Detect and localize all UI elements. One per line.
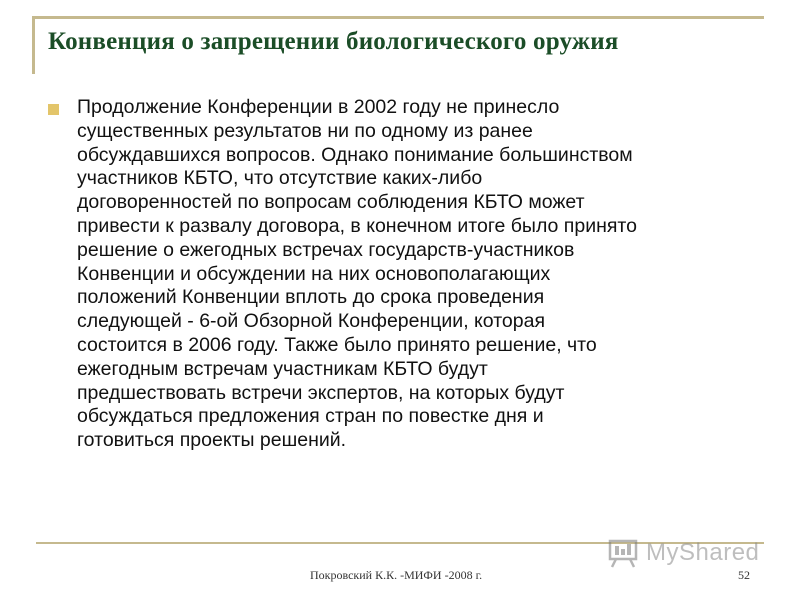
bullet-text bbox=[77, 96, 637, 453]
bullet-item bbox=[48, 96, 760, 453]
footer-author: Покровский К.К. -МИФИ -2008 г. bbox=[310, 568, 483, 582]
bullet-line: следующей - 6-ой Обзорной Конференции, которая bbox=[77, 310, 546, 333]
bullet-line: ежегодным встречам участникам КБТО будут bbox=[77, 357, 488, 380]
bullet-line: решение о ежегодных встречах государств-участников bbox=[77, 238, 575, 261]
page-number: 52 bbox=[738, 568, 750, 582]
bullet-line: обсуждавшихся вопросов. Однако понимание большинством bbox=[77, 143, 633, 166]
bullet-line: привести к развалу договора, в конечном итоге было принято bbox=[77, 214, 637, 237]
bullet-line: обсуждаться предложения стран по повестке дня и bbox=[77, 405, 544, 428]
slide-title: Конвенция о запрещении биологического оружия bbox=[48, 28, 619, 55]
watermark[interactable] bbox=[606, 538, 759, 568]
bullet-line: участников КБТО, что отсутствие каких-либо bbox=[77, 167, 483, 190]
bullet-line: Конвенции и обсуждении на них основополагающих bbox=[77, 262, 551, 285]
bullet-line: существенных результатов ни по одному из ранее bbox=[77, 119, 533, 142]
presentation-board-icon bbox=[606, 538, 642, 568]
title-frame-left-line bbox=[32, 16, 35, 74]
bullet-line: предшествовать встречи экспертов, на которых будут bbox=[77, 381, 565, 404]
bullet-line: Продолжение Конференции в 2002 году не принесло bbox=[77, 96, 560, 118]
bullet-line: договоренностей по вопросам соблюдения КБТО может bbox=[77, 191, 585, 214]
slide-content bbox=[48, 96, 760, 453]
bullet-line: состоится в 2006 году. Также было принято решение, что bbox=[77, 333, 597, 356]
bullet-line: положений Конвенции вплоть до срока проведения bbox=[77, 286, 545, 309]
watermark-text: MyShared bbox=[646, 539, 760, 566]
title-frame-top-line bbox=[32, 16, 764, 19]
square-bullet-icon bbox=[48, 104, 59, 115]
bullet-line: готовиться проекты решений. bbox=[77, 429, 347, 452]
